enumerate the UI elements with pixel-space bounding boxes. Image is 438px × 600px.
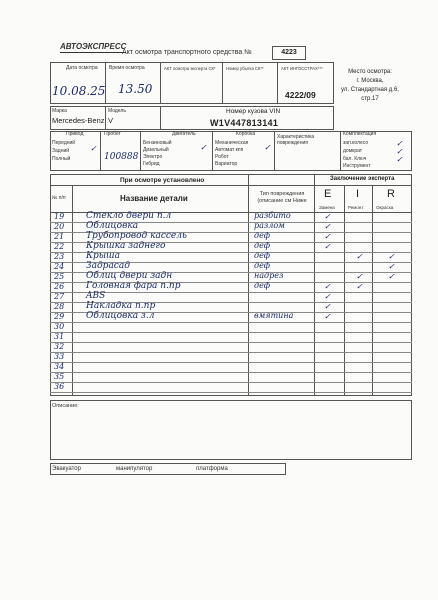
ingos-act-value: 4222/09	[285, 90, 316, 100]
kit-check-mark-3: ✓	[396, 155, 403, 164]
place-block	[338, 68, 402, 104]
model-value: V	[108, 116, 114, 125]
row-damage-type: надрез	[254, 271, 284, 280]
col-r-sub: Окраска	[376, 205, 394, 210]
row-part-name: Облицовка	[86, 221, 139, 231]
row-number: 21	[54, 232, 65, 241]
row-part-name: Головная фара п.пр	[86, 281, 181, 291]
row-number: 33	[54, 352, 65, 361]
row-part-name: Облицовка з.л	[86, 311, 155, 321]
col-damage-type: Тип повреждения (описание см Ниже	[257, 191, 307, 204]
gearbox-option-0: Механическая	[215, 140, 249, 146]
table-row	[0, 242, 438, 252]
company-logo	[60, 42, 126, 53]
kit-check-mark-2: ✓	[396, 147, 403, 156]
vin-label: Номер кузова VIN	[226, 108, 281, 115]
table-row	[0, 362, 438, 372]
col-r: R	[387, 188, 395, 200]
row-number: 25	[54, 272, 65, 281]
row-number: 20	[54, 222, 65, 231]
form-title: Акт осмотра транспортного средства №	[122, 49, 252, 56]
row-part-name: Крышка заднего	[86, 241, 166, 251]
row-check-mark: ✓	[324, 312, 331, 321]
gearbox-option-2: Робот	[215, 154, 229, 160]
row-check-mark: ✓	[324, 302, 331, 311]
section-title: При осмотре установлено	[120, 177, 205, 184]
row-check-mark: ✓	[388, 252, 395, 261]
kit-option-3: Инструмент	[343, 163, 371, 169]
engine-option-3: Гибрид	[143, 161, 160, 167]
row-damage-type: вмятина	[254, 311, 294, 320]
manip-label: манипулятор	[116, 466, 153, 472]
row-damage-type: деф	[254, 261, 271, 270]
table-row	[0, 322, 438, 332]
row-number: 23	[54, 252, 65, 261]
row-check-mark: ✓	[388, 262, 395, 271]
logo-text: АВТОЭКСПРЕСС	[60, 42, 127, 51]
col-i: I	[356, 188, 360, 200]
drive-check-mark: ✓	[90, 144, 97, 153]
row-number: 19	[54, 212, 65, 221]
row-damage-type: разлом	[254, 221, 285, 230]
col-i-sub: Ремонт	[348, 205, 364, 210]
row-number: 35	[54, 372, 65, 381]
row-check-mark: ✓	[324, 232, 331, 241]
row-damage-type: деф	[254, 231, 271, 240]
row-number: 34	[54, 362, 65, 371]
table-row	[0, 382, 438, 392]
row-part-name: ABS	[86, 291, 106, 301]
place-city: г. Москва,	[356, 78, 384, 84]
table-row	[0, 352, 438, 362]
row-number: 22	[54, 242, 65, 251]
row-part-name: Трубопровод кассель	[86, 231, 187, 241]
table-row	[0, 372, 438, 382]
gearbox-option-3: Вариатор	[215, 161, 238, 167]
gearbox-label: Коробка	[236, 131, 256, 137]
row-check-mark: ✓	[324, 292, 331, 301]
kit-label: Комплектация	[343, 131, 377, 137]
row-damage-type: разбито	[254, 211, 291, 220]
table-row	[0, 272, 438, 282]
table-row	[0, 212, 438, 222]
place-label: Место осмотра:	[348, 69, 392, 75]
table-row	[0, 292, 438, 302]
row-number: 31	[54, 332, 65, 341]
place-street: ул. Стандартная д.6,	[341, 87, 399, 93]
row-part-name: Накладка п.пр	[86, 301, 156, 311]
drive-option-2: Полный	[52, 156, 71, 162]
table-row	[0, 312, 438, 322]
row-number: 28	[54, 302, 65, 311]
ingos-act-label: АКТ ИНГОССТРАХ***	[281, 66, 323, 71]
table-row	[0, 252, 438, 262]
drive-label: Привод	[66, 131, 84, 137]
gearbox-check-mark: ✓	[264, 143, 271, 152]
col-e: E	[324, 188, 332, 200]
row-check-mark: ✓	[388, 272, 395, 281]
row-number: 29	[54, 312, 65, 321]
row-check-mark: ✓	[324, 222, 331, 231]
row-damage-type: деф	[254, 251, 271, 260]
expert-act-label: АКТ осмотра эксперта СК*	[164, 66, 216, 71]
drive-option-0: Передний	[52, 140, 76, 146]
kit-option-1: домкрат	[343, 148, 363, 154]
time-value: 13.50	[118, 82, 153, 96]
date-value: 10.08.25	[52, 84, 106, 98]
act-number: 4223	[272, 46, 306, 60]
place-building: стр.17	[361, 96, 379, 102]
col-part-name: Название детали	[120, 194, 188, 203]
col-number: № п/п	[52, 195, 66, 201]
row-check-mark: ✓	[324, 282, 331, 291]
engine-option-2: Электро	[143, 154, 163, 160]
row-check-mark: ✓	[324, 212, 331, 221]
row-number: 24	[54, 262, 65, 271]
damage-char-label: Характеристика повреждения	[277, 134, 315, 146]
make-label: Марка	[52, 108, 67, 114]
row-check-mark: ✓	[356, 282, 363, 291]
row-damage-type: деф	[254, 281, 271, 290]
date-label: Дата осмотра	[66, 65, 98, 71]
description-frame	[50, 400, 412, 460]
row-check-mark: ✓	[324, 242, 331, 251]
row-check-mark: ✓	[356, 272, 363, 281]
row-number: 30	[54, 322, 65, 331]
kit-check-mark-1: ✓	[396, 139, 403, 148]
engine-option-1: Дизельный	[143, 147, 169, 153]
mileage-label: Пробег	[104, 131, 121, 137]
platform-label: платформа	[196, 466, 228, 472]
model-label: Модель	[108, 108, 126, 114]
row-part-name: Крыша	[86, 251, 120, 261]
gearbox-option-1: Автомат кпп	[215, 147, 244, 153]
table-row	[0, 222, 438, 232]
drive-option-1: Задний	[52, 148, 70, 154]
vin-value: W1V447813141	[210, 118, 279, 128]
row-check-mark: ✓	[356, 252, 363, 261]
row-part-name: Задрасад	[86, 261, 130, 271]
row-number: 36	[54, 382, 65, 391]
row-part-name: Стекло двери п.л	[86, 211, 172, 221]
row-part-name: Облиц двери задн	[86, 271, 173, 281]
table-row	[0, 282, 438, 292]
row-damage-type: деф	[254, 241, 271, 250]
table-row	[0, 262, 438, 272]
table-row	[0, 342, 438, 352]
expert-conclusion: Заключение эксперта	[330, 176, 395, 182]
row-number: 32	[54, 342, 65, 351]
mileage-value: 100888	[104, 152, 139, 162]
row-number: 26	[54, 282, 65, 291]
evac-label: Эвакуатор	[52, 466, 81, 472]
table-row	[0, 232, 438, 242]
transport-frame	[50, 463, 286, 475]
damage-number-label: Номер убытка СК**	[226, 66, 264, 71]
col-e-sub: Замена	[319, 205, 335, 210]
table-row-divider	[50, 392, 412, 393]
time-label: Время осмотра	[109, 65, 145, 71]
table-row	[0, 332, 438, 342]
description-label: Описание:	[52, 403, 79, 409]
row-number: 27	[54, 292, 65, 301]
engine-label: Двигатель	[172, 131, 196, 137]
kit-option-0: зап.колесо	[343, 140, 369, 146]
engine-option-0: Бензиновый	[143, 140, 172, 146]
make-value: Mercedes-Benz	[52, 116, 105, 125]
table-row	[0, 302, 438, 312]
kit-option-2: бал. Ключ	[343, 156, 367, 162]
engine-check-mark: ✓	[200, 143, 207, 152]
